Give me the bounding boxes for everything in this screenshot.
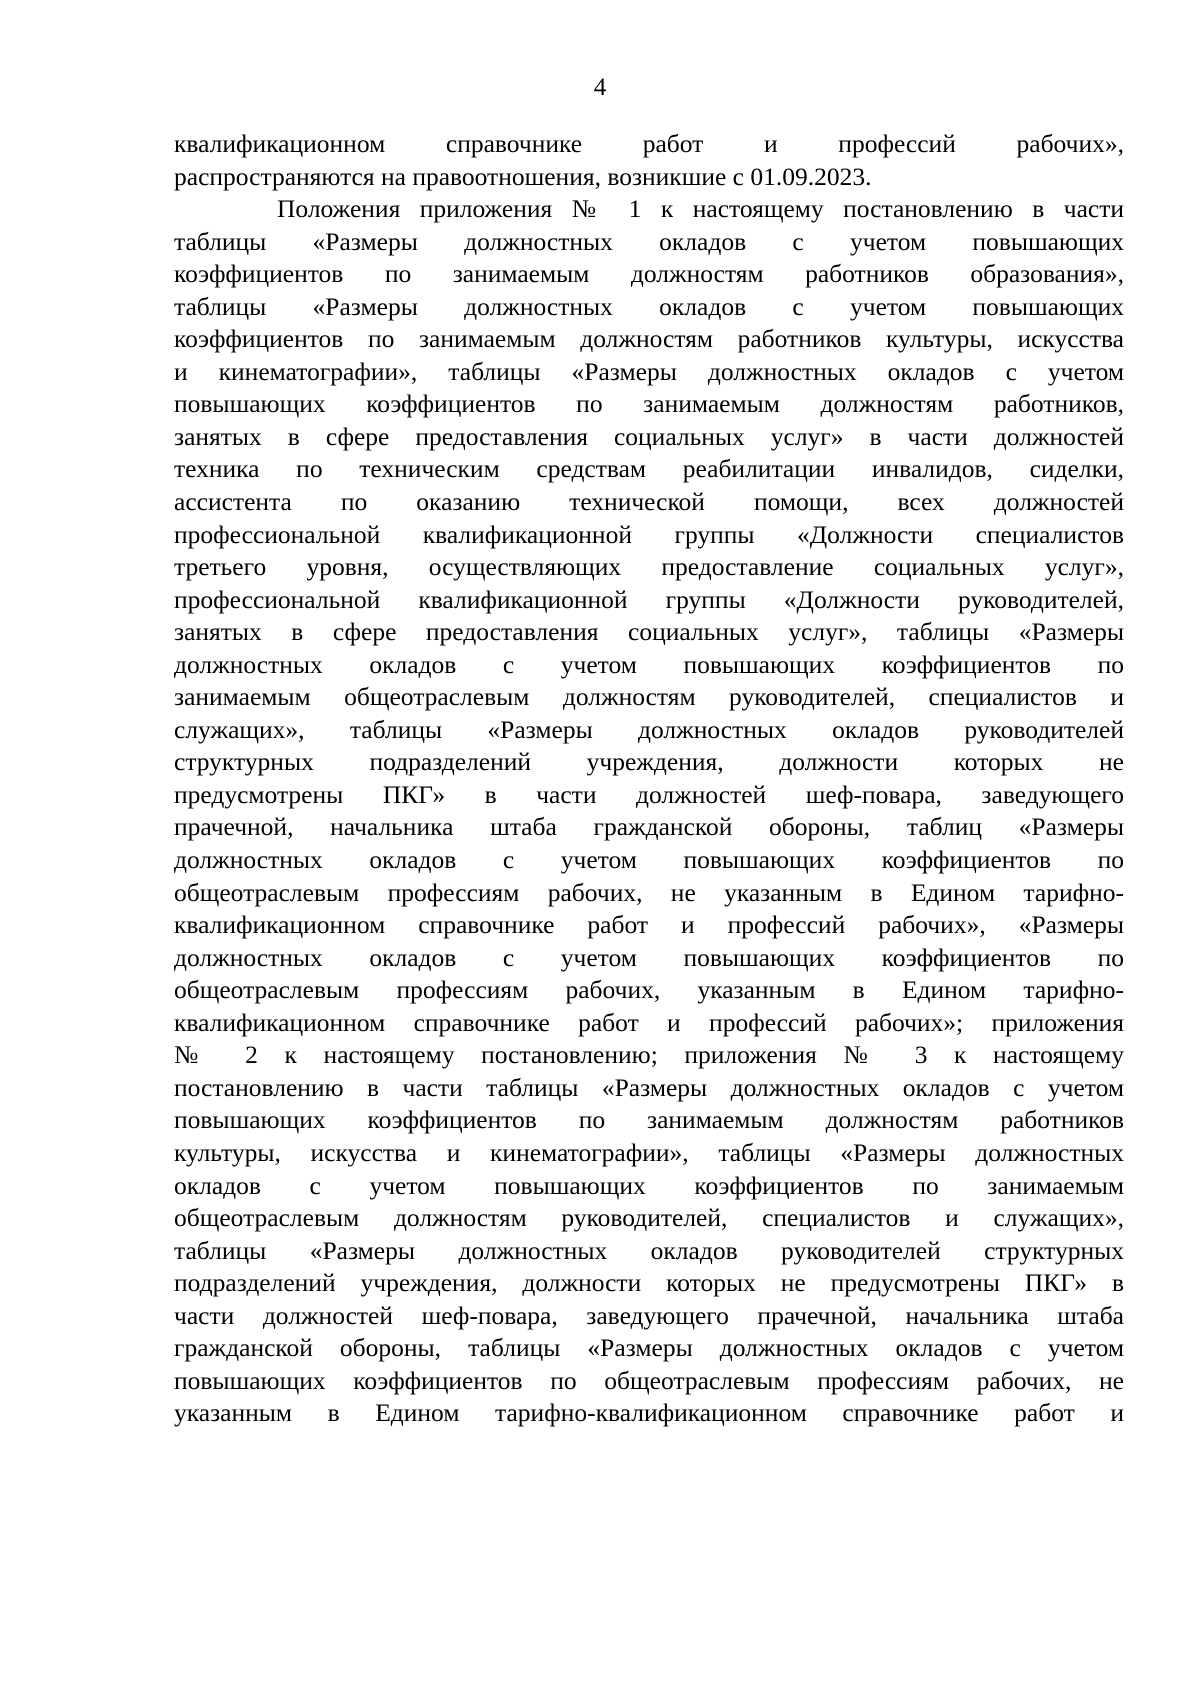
text-line: структурных подразделений учреждения, должности которых не: [174, 747, 1124, 777]
text-line: указанным в Едином тарифно-квалификационном справочнике работ и: [174, 1398, 1124, 1428]
text-line: третьего уровня, осуществляющих предоставление социальных услуг»,: [174, 552, 1124, 582]
text-line: культуры, искусства и кинематографии», таблицы «Размеры должностных: [174, 1137, 1124, 1167]
text-line: должностных окладов с учетом повышающих коэффициентов по: [174, 942, 1124, 972]
text-line: квалификационном справочнике работ и профессий рабочих»,: [174, 129, 1124, 158]
text-line: распространяются на правоотношения, возникшие с 01.09.2023.: [174, 161, 872, 191]
text-line: квалификационном справочнике работ и профессий рабочих»; приложения: [174, 1007, 1124, 1037]
text-line: повышающих коэффициентов по занимаемым должностям работников,: [174, 389, 1124, 419]
text-line: коэффициентов по занимаемым должностям работников образования»,: [174, 259, 1124, 289]
document-body: [174, 128, 1124, 1430]
text-line: квалификационном справочнике работ и профессий рабочих», «Размеры: [174, 910, 1124, 940]
text-line: служащих», таблицы «Размеры должностных окладов руководителей: [174, 714, 1124, 744]
text-line: предусмотрены ПКГ» в части должностей шеф-повара, заведующего: [174, 779, 1124, 809]
text-line: повышающих коэффициентов по общеотраслевым профессиям рабочих, не: [174, 1365, 1124, 1395]
text-line: окладов с учетом повышающих коэффициентов по занимаемым: [174, 1170, 1124, 1200]
text-line: занятых в сфере предоставления социальных услуг» в части должностей: [174, 421, 1124, 451]
text-line: части должностей шеф-повара, заведующего прачечной, начальника штаба: [174, 1300, 1124, 1330]
text-line: общеотраслевым профессиям рабочих, указанным в Едином тарифно-: [174, 975, 1124, 1005]
text-line: № 2 к настоящему постановлению; приложения № 3 к настоящему: [174, 1040, 1124, 1070]
text-line: занимаемым общеотраслевым должностям руководителей, специалистов и: [174, 682, 1124, 712]
text-line: общеотраслевым профессиям рабочих, не указанным в Едином тарифно-: [174, 877, 1124, 907]
text-line: техника по техническим средствам реабилитации инвалидов, сиделки,: [174, 454, 1124, 484]
text-line: профессиональной квалификационной группы «Должности специалистов: [174, 519, 1124, 549]
text-line: занятых в сфере предоставления социальных услуг», таблицы «Размеры: [174, 617, 1124, 647]
text-line: должностных окладов с учетом повышающих коэффициентов по: [174, 845, 1124, 875]
text-line: повышающих коэффициентов по занимаемым должностям работников: [174, 1105, 1124, 1135]
text-line: гражданской обороны, таблицы «Размеры должностных окладов с учетом: [174, 1333, 1124, 1363]
text-line: должностных окладов с учетом повышающих коэффициентов по: [174, 649, 1124, 679]
text-line: коэффициентов по занимаемым должностям работников культуры, искусства: [174, 324, 1124, 354]
text-line: постановлению в части таблицы «Размеры должностных окладов с учетом: [174, 1072, 1124, 1102]
text-line: профессиональной квалификационной группы «Должности руководителей,: [174, 584, 1124, 614]
text-line: Положения приложения № 1 к настоящему постановлению в части: [277, 194, 1124, 224]
text-line: подразделений учреждения, должности которых не предусмотрены ПКГ» в: [174, 1268, 1124, 1298]
text-line: и кинематографии», таблицы «Размеры должностных окладов с учетом: [174, 356, 1124, 386]
text-line: таблицы «Размеры должностных окладов с учетом повышающих: [174, 291, 1124, 321]
text-line: общеотраслевым должностям руководителей, специалистов и служащих»,: [174, 1203, 1124, 1233]
text-line: ассистента по оказанию технической помощи, всех должностей: [174, 487, 1124, 517]
page-number: 4: [593, 74, 607, 101]
text-line: прачечной, начальника штаба гражданской обороны, таблиц «Размеры: [174, 812, 1124, 842]
text-line: таблицы «Размеры должностных окладов руководителей структурных: [174, 1235, 1124, 1265]
text-line: таблицы «Размеры должностных окладов с учетом повышающих: [174, 226, 1124, 256]
